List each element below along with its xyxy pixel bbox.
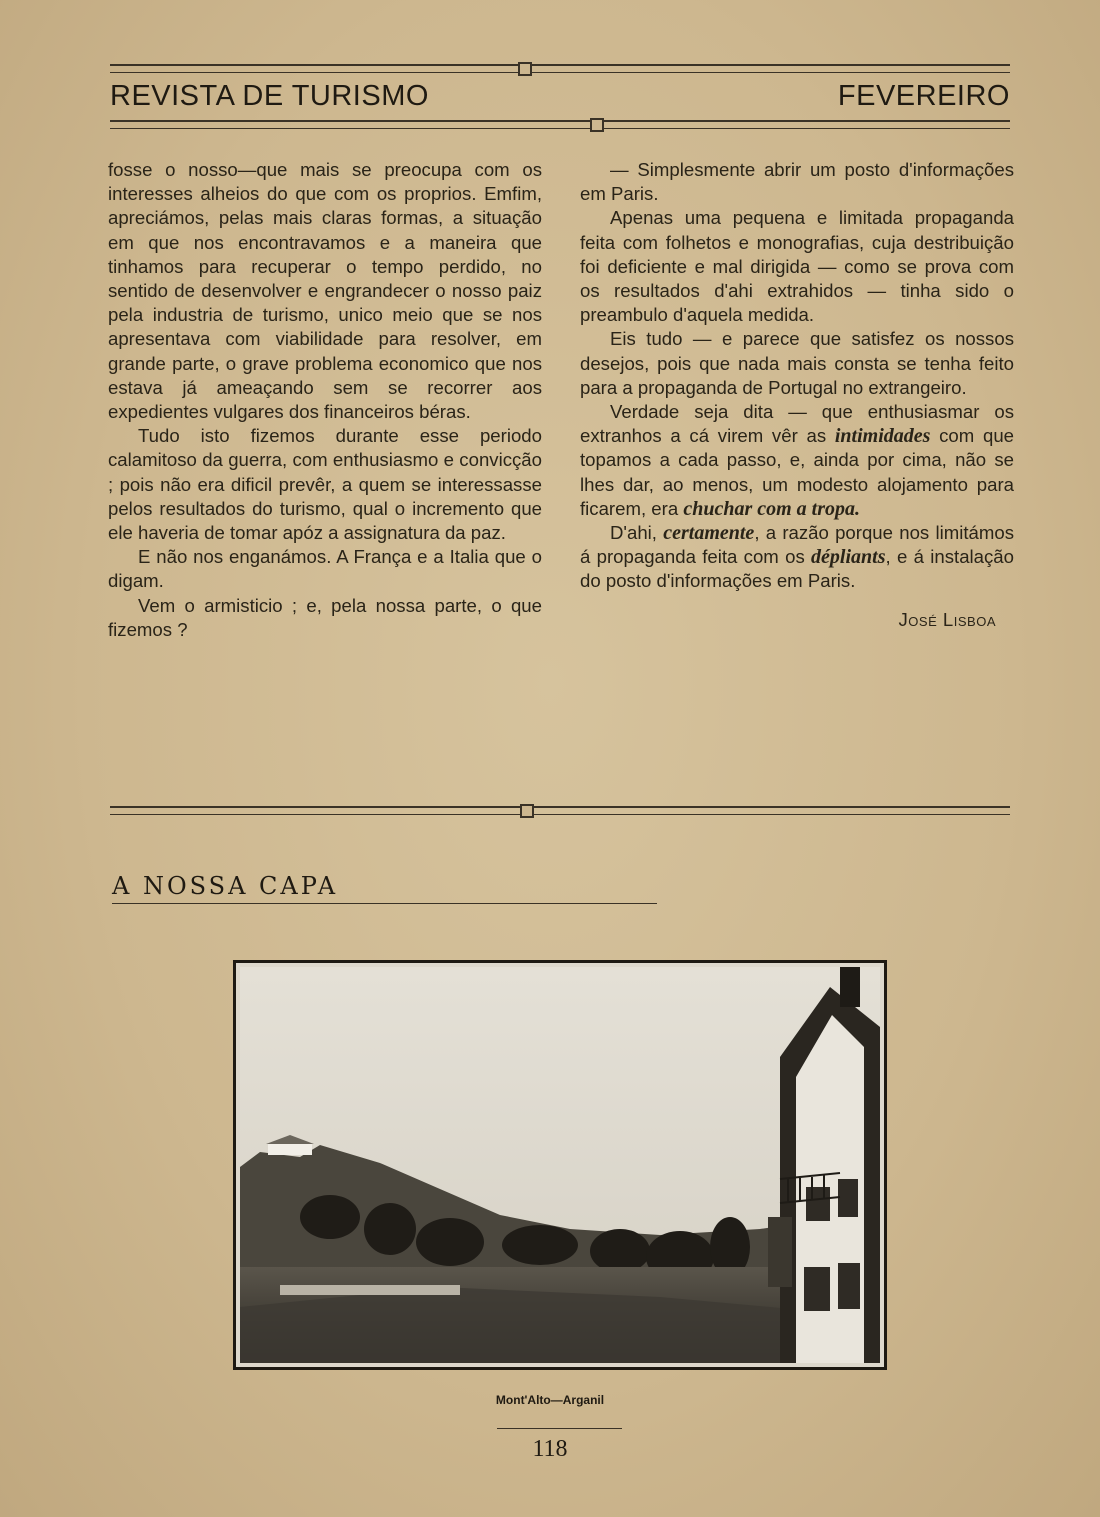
landscape-photo-image (240, 967, 880, 1363)
emphasis: intimidades (834, 425, 931, 448)
ornament-box (590, 118, 604, 132)
photo-caption: Mont'Alto—Arganil (495, 1393, 605, 1407)
magazine-title: REVISTA DE TURISMO (110, 80, 429, 112)
paragraph: fosse o nosso—que mais se preocupa com os interesses alheios do que com os proprios. Emfim, apreciámos, pelas mais claras formas, a situação em que nos encontravamos e a maneira que tinhamos para recuperar o tempo perdido, no sentido de desenvolver e engrandecer o nosso paiz pela industria de turismo, unico meio que se nos apresentava com viabilidade para resolver, em grande parte, o grave problema economico que nos estava já ameaçando sem se recorrer aos expedientes vulgares dos financeiros béras. (108, 159, 542, 423)
header-bottom-rule (110, 120, 1010, 129)
paragraph: Vem o armisticio ; e, pela nossa parte, o que fizemos ? (108, 594, 542, 640)
header-top-rule (110, 64, 1010, 73)
title-underline (112, 903, 657, 904)
text-run: com que topamos a cada passo, e, ainda por cima, não se lhes dar, ao menos, um modesto alojamento para ficarem, era (580, 425, 1014, 519)
section-divider-rule (110, 806, 1010, 815)
emphasis: certamente (663, 522, 755, 545)
emphasis: chuchar com a tropa. (683, 497, 861, 520)
author-signature: José Lisboa (898, 608, 996, 630)
emphasis: dépliants (811, 546, 886, 569)
issue-month: FEVEREIRO (837, 80, 1010, 112)
cover-photograph (233, 960, 887, 1370)
article-left-column (108, 158, 542, 642)
text-run: , e á instalação do posto d'informações em Paris. (580, 546, 1014, 592)
article-right-column (580, 158, 1014, 632)
ornament-box (518, 62, 532, 76)
paragraph (580, 400, 1014, 521)
paragraph: — Simplesmente abrir um posto d'informações em Paris. (580, 159, 1014, 205)
page-number: 118 (532, 1436, 568, 1462)
ornament-box (520, 804, 534, 818)
caption-rule (497, 1428, 622, 1429)
paragraph: E não nos enganámos. A França e a Italia que o digam. (108, 546, 542, 592)
text-run: , a razão porque nos limitámos á propaganda feita com os (580, 522, 1014, 568)
paragraph: Apenas uma pequena e limitada propaganda feita com folhetos e monografias, cuja destribuição foi deficiente e mal dirigida — como se prova com os resultados d'ahi extrahidos — tinha sido o preambulo d'aquela medida. (580, 207, 1014, 326)
paragraph: Tudo isto fizemos durante esse periodo calamitoso da guerra, com enthusiasmo e convicção ; pois não era dificil prevêr, a quem se interessasse pelos resultados do turismo, qual o incremento que ele haveria de tomar apóz a assignatura da paz. (108, 425, 542, 544)
section-title: A NOSSA CAPA (112, 872, 339, 900)
text-run: D'ahi, (610, 522, 664, 544)
paragraph: Eis tudo — e parece que satisfez os nossos desejos, pois que nada mais consta se tenha feito para a propaganda de Portugal no extrangeiro. (580, 328, 1014, 398)
text-run: Verdade seja dita — que enthusiasmar os extranhos a cá virem vêr as (580, 401, 1014, 447)
paragraph (580, 521, 1014, 594)
